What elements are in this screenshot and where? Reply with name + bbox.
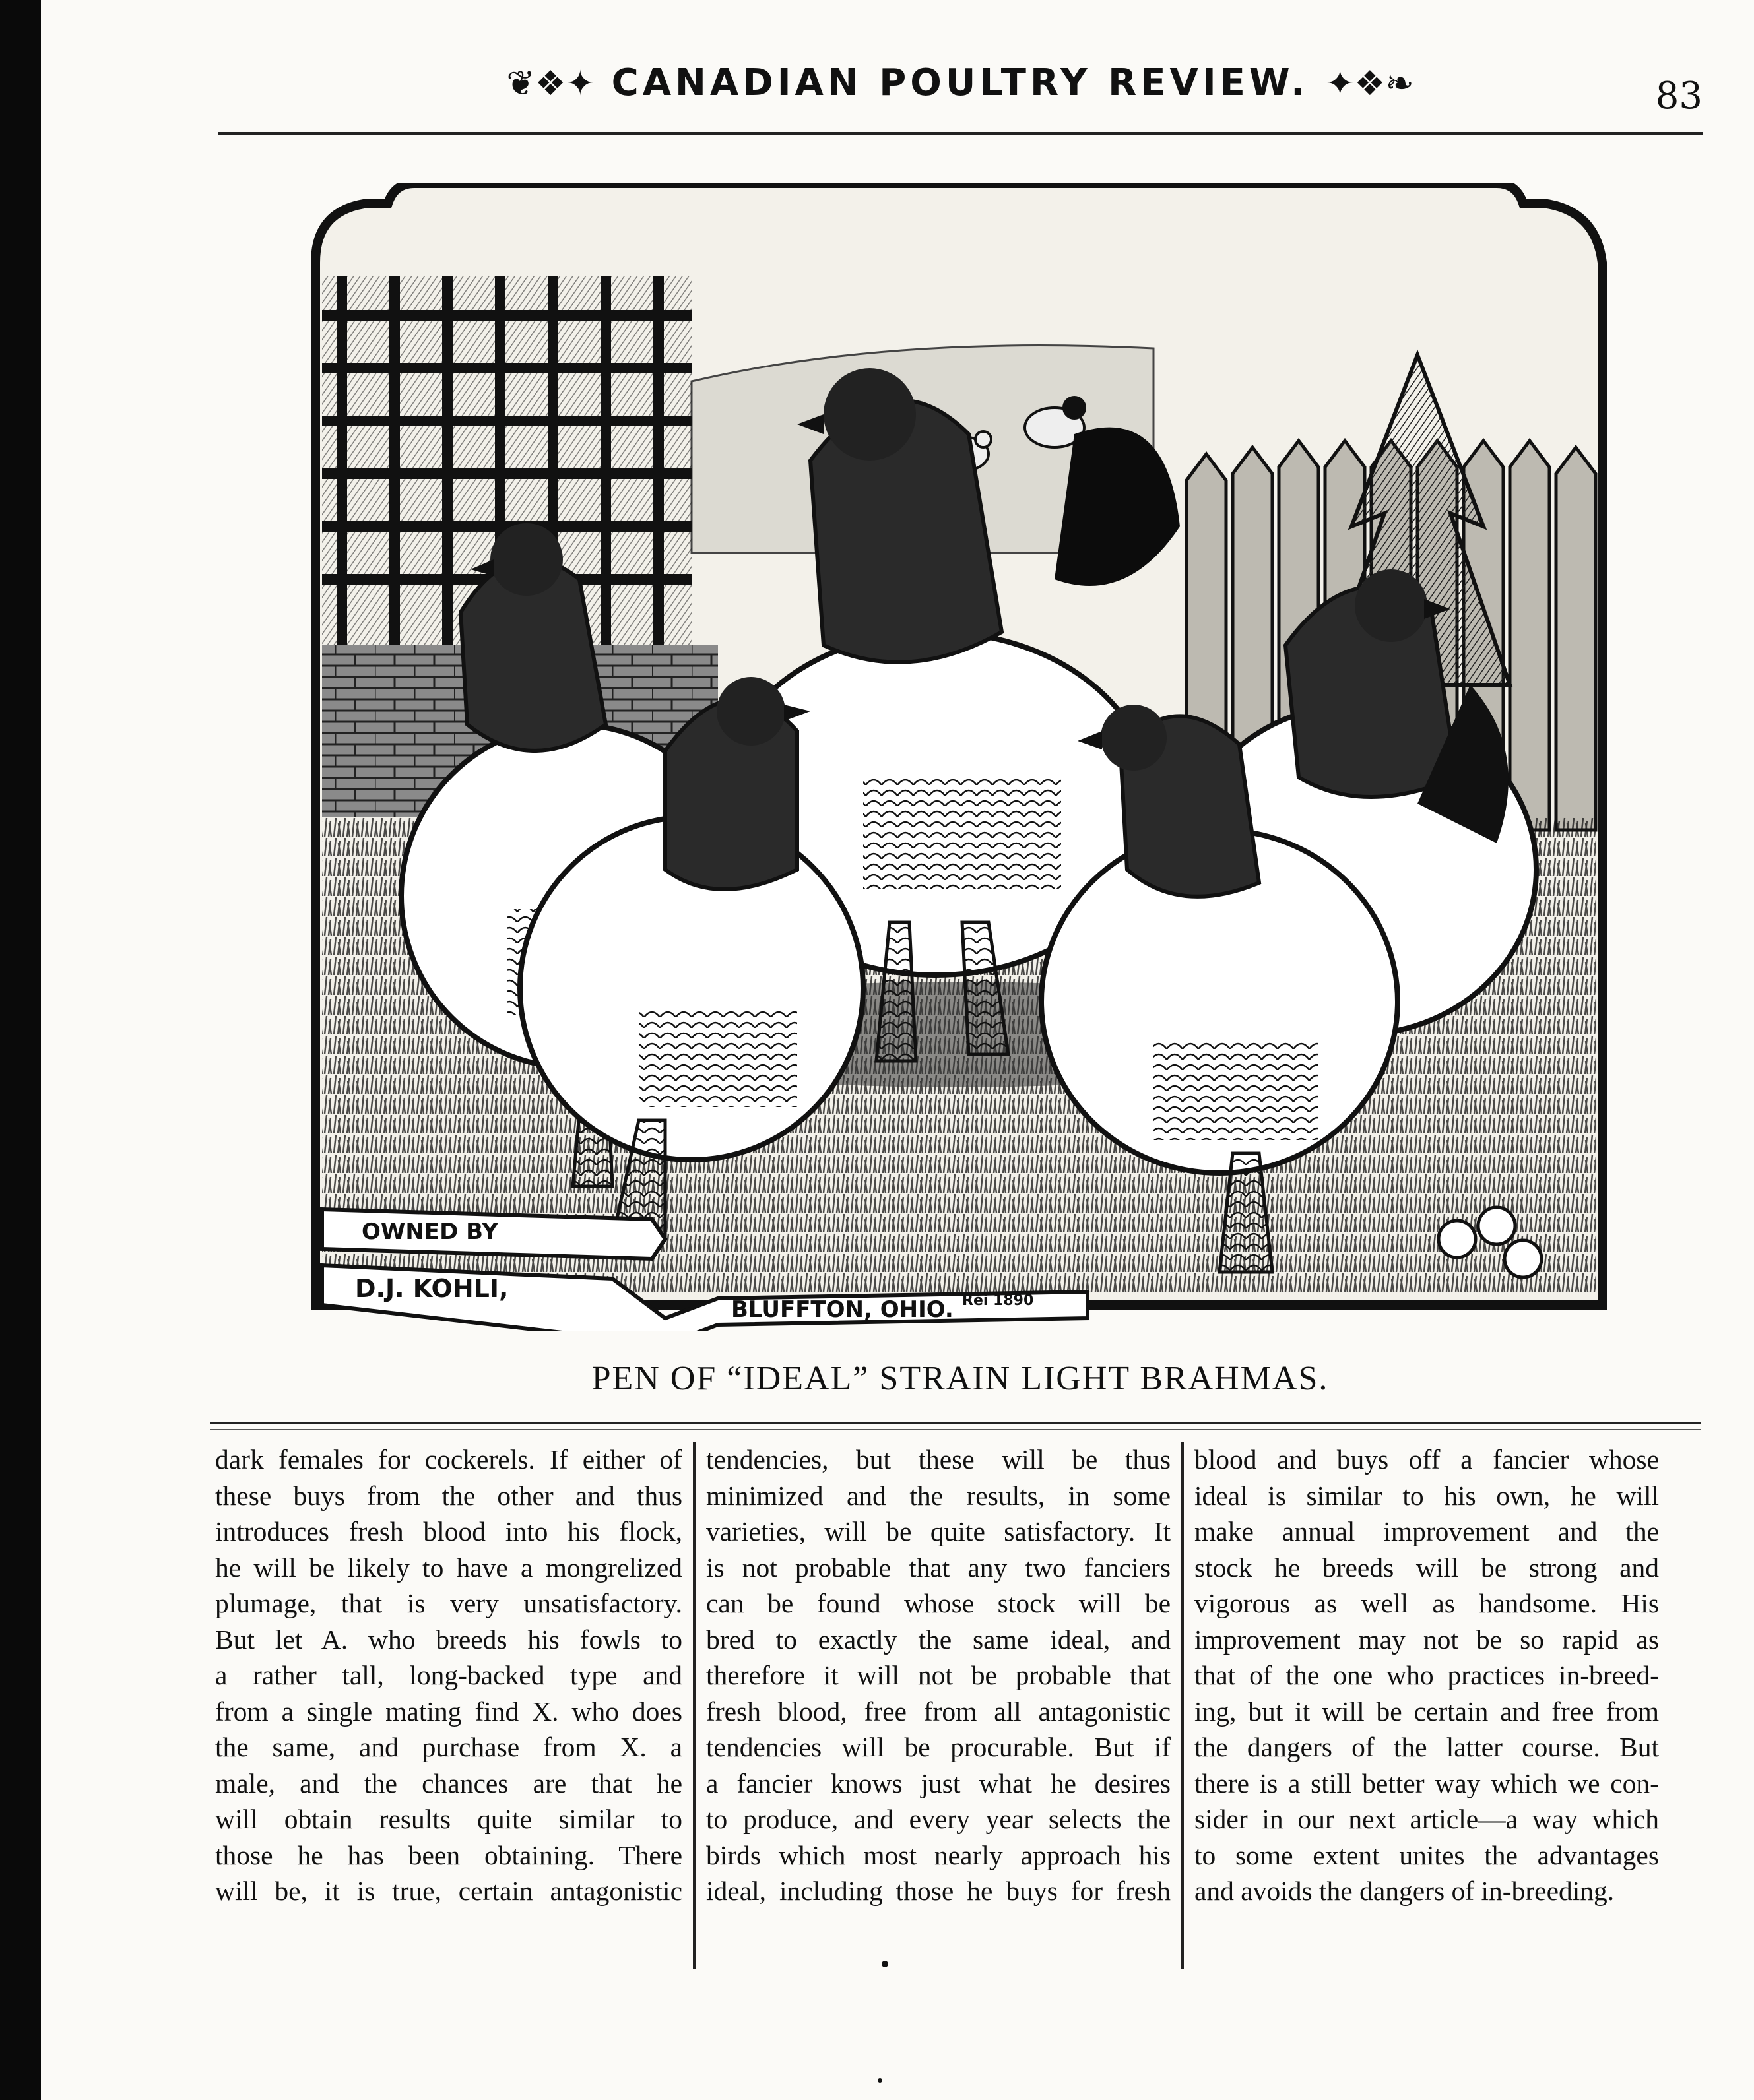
text-line: ing, but it will be certain and free from bbox=[1194, 1696, 1659, 1727]
figure-caption: PEN OF “IDEAL” STRAIN LIGHT BRAHMAS. bbox=[591, 1360, 1329, 1397]
page-edge-shadow bbox=[0, 0, 41, 2100]
text-line: the dangers of the latter course. But bbox=[1194, 1732, 1659, 1762]
text-line: birds which most nearly approach his bbox=[706, 1839, 1171, 1870]
text-line: the same, and purchase from X. a bbox=[215, 1732, 682, 1762]
text-line: he will be likely to have a mongrelized bbox=[215, 1552, 682, 1583]
text-line: tendencies will be procurable. But if bbox=[706, 1732, 1171, 1762]
text-line: varieties, will be quite satisfactory. It bbox=[706, 1516, 1171, 1546]
text-line: is not probable that any two fanciers bbox=[706, 1552, 1171, 1583]
text-line: therefore it will not be probable that bbox=[706, 1660, 1171, 1690]
running-title bbox=[218, 61, 1703, 104]
text-line: a fancier knows just what he desires bbox=[706, 1767, 1171, 1798]
text-line: will be, it is true, certain antagonistic bbox=[215, 1876, 682, 1906]
text-column-1 bbox=[205, 1442, 693, 1969]
text-line: a rather tall, long-backed type and bbox=[215, 1660, 682, 1690]
text-line: fresh blood, free from all antagonistic bbox=[706, 1696, 1171, 1727]
print-speck bbox=[882, 1961, 888, 1967]
light-brahmas-engraving bbox=[296, 183, 1622, 1331]
text-line: there is a still better way which we con- bbox=[1194, 1767, 1659, 1798]
engraver-mark: Rei 1890 bbox=[962, 1292, 1034, 1309]
text-line: will obtain results quite similar to bbox=[215, 1804, 682, 1834]
text-columns bbox=[205, 1442, 1709, 1969]
scroll-line-owned-by: OWNED BY bbox=[362, 1219, 498, 1245]
text-line: ideal is similar to his own, he will bbox=[1194, 1480, 1659, 1511]
text-line: sider in our next article—a way which bbox=[1194, 1804, 1659, 1834]
text-line: can be found whose stock will be bbox=[706, 1588, 1171, 1618]
running-header bbox=[218, 56, 1703, 135]
text-column-2 bbox=[693, 1442, 1181, 1969]
caption-rule-thin bbox=[210, 1429, 1701, 1430]
text-line: to produce, and every year selects the bbox=[706, 1804, 1171, 1834]
flourish-left-icon: ❦❖✦ bbox=[506, 64, 595, 104]
running-title-text: CANADIAN POULTRY REVIEW. bbox=[611, 61, 1309, 104]
flourish-right-icon: ✦❖❧ bbox=[1325, 64, 1414, 104]
text-line: and avoids the dangers of in-breeding. bbox=[1194, 1876, 1615, 1906]
text-line: make annual improvement and the bbox=[1194, 1516, 1659, 1546]
text-line: those he has been obtaining. There bbox=[215, 1839, 682, 1870]
text-line: dark females for cockerels. If either of bbox=[215, 1444, 682, 1475]
text-line: blood and buys off a fancier whose bbox=[1194, 1444, 1659, 1475]
text-line: these buys from the other and thus bbox=[215, 1480, 682, 1511]
print-speck bbox=[878, 2078, 882, 2083]
text-line: from a single mating find X. who does bbox=[215, 1696, 682, 1727]
page-number: 83 bbox=[1655, 75, 1703, 117]
text-line: to some extent unites the advantages bbox=[1194, 1839, 1659, 1870]
caption-rule bbox=[210, 1422, 1701, 1424]
scroll-line-owner: D.J. KOHLI, bbox=[355, 1274, 509, 1303]
text-line: introduces fresh blood into his flock, bbox=[215, 1516, 682, 1546]
text-column-3 bbox=[1181, 1442, 1670, 1969]
text-line: But let A. who breeds his fowls to bbox=[215, 1624, 682, 1655]
text-line: improvement may not be so rapid as bbox=[1194, 1624, 1659, 1655]
text-line: stock he breeds will be strong and bbox=[1194, 1552, 1659, 1583]
text-line: vigorous as well as handsome. His bbox=[1194, 1588, 1659, 1618]
text-line: male, and the chances are that he bbox=[215, 1767, 682, 1798]
text-line: tendencies, but these will be thus bbox=[706, 1444, 1171, 1475]
engraving-svg bbox=[296, 183, 1622, 1331]
scroll-line-town: BLUFFTON, OHIO. bbox=[731, 1296, 954, 1323]
text-line: ideal, including those he buys for fresh bbox=[706, 1876, 1171, 1906]
text-line: bred to exactly the same ideal, and bbox=[706, 1624, 1171, 1655]
text-line: plumage, that is very unsatisfactory. bbox=[215, 1588, 682, 1618]
text-line: that of the one who practices in-breed- bbox=[1194, 1660, 1659, 1690]
text-line: minimized and the results, in some bbox=[706, 1480, 1171, 1511]
